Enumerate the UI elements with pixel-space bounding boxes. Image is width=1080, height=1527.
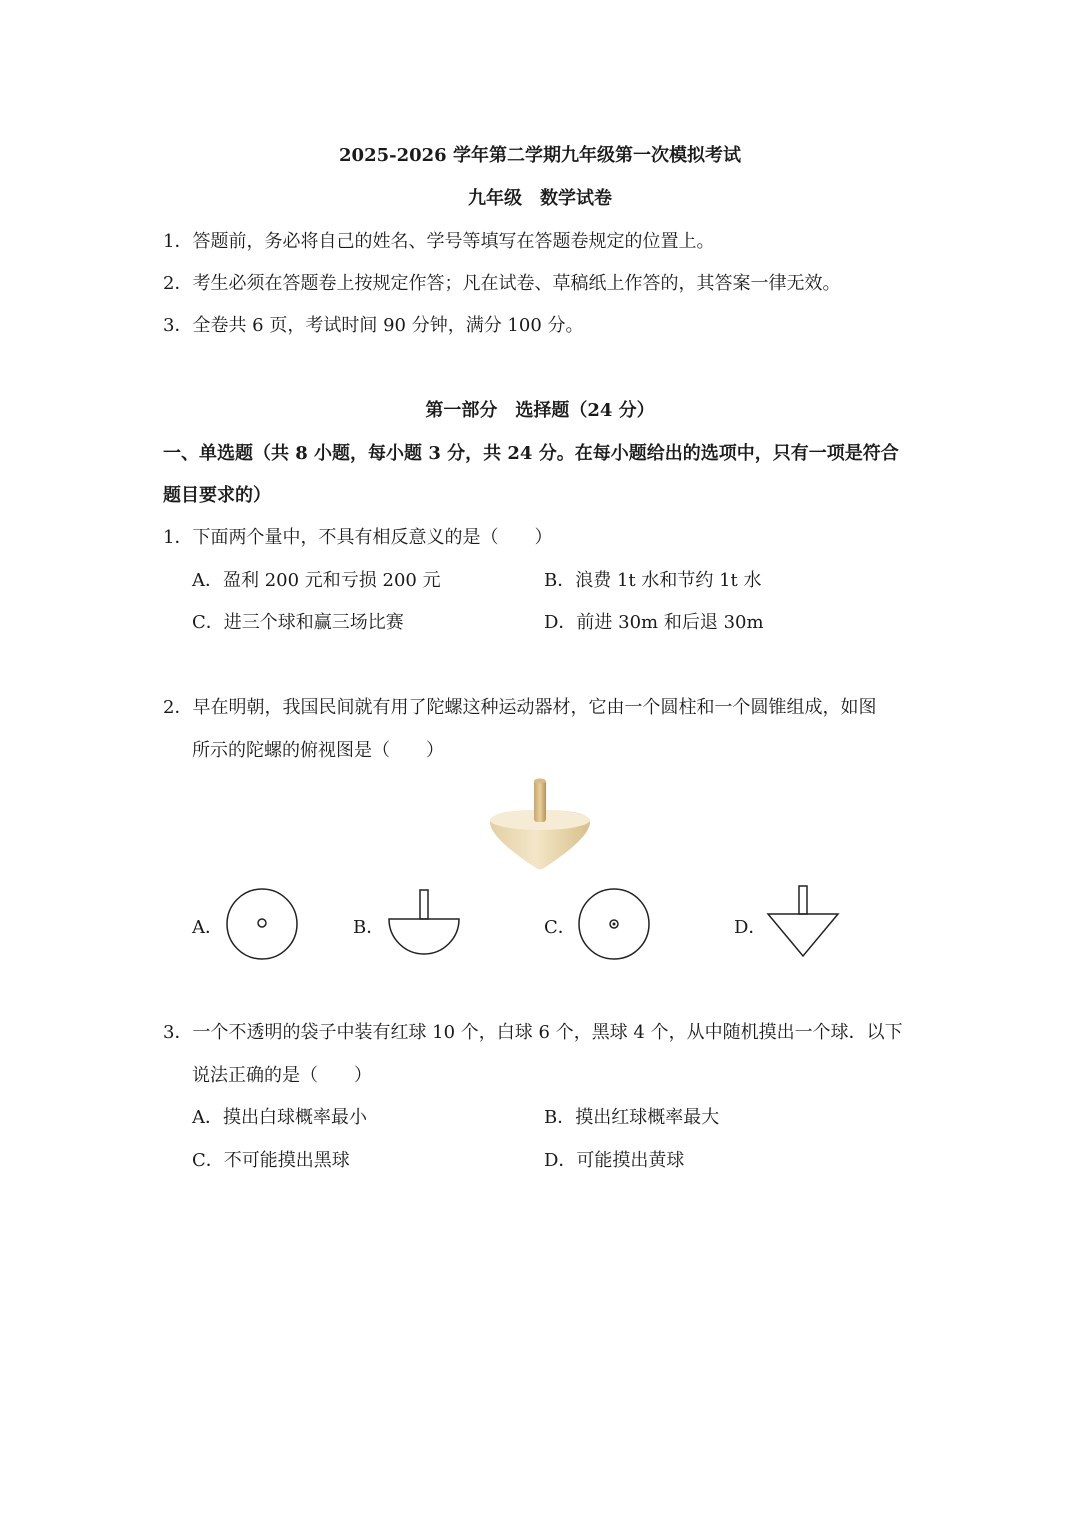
spinning-top-icon <box>486 776 594 872</box>
exam-subtitle: 九年级 数学试卷 <box>468 188 612 209</box>
q2-option-b-label[interactable]: B． <box>353 917 385 938</box>
q3-option-c[interactable]: C．不可能摸出黑球 <box>192 1150 350 1171</box>
q2-stem-line2: 所示的陀螺的俯视图是（ ） <box>192 740 444 761</box>
q1-option-b[interactable]: B．浪费 1t 水和节约 1t 水 <box>544 570 762 591</box>
q2-stem-line1: 2．早在明朝，我国民间就有用了陀螺这种运动器材，它由一个圆柱和一个圆锥组成，如图 <box>163 697 877 718</box>
q2-option-c-label[interactable]: C． <box>544 917 576 938</box>
instruction-1: 1．答题前，务必将自己的姓名、学号等填写在答题卷规定的位置上。 <box>163 231 715 252</box>
q1-option-a[interactable]: A．盈利 200 元和亏损 200 元 <box>192 570 441 591</box>
exam-title: 2025-2026 学年第二学期九年级第一次模拟考试 <box>339 145 741 166</box>
q2-option-a-label[interactable]: A． <box>192 917 223 938</box>
q3-option-d[interactable]: D．可能摸出黄球 <box>544 1150 685 1171</box>
instruction-3: 3．全卷共 6 页，考试时间 90 分钟，满分 100 分。 <box>163 315 584 336</box>
q1-option-d[interactable]: D．前进 30m 和后退 30m <box>544 612 764 633</box>
q3-option-a[interactable]: A．摸出白球概率最小 <box>192 1107 367 1128</box>
q3-stem-line1: 3．一个不透明的袋子中装有红球 10 个，白球 6 个，黑球 4 个，从中随机摸出一个球．以下 <box>163 1022 903 1043</box>
q1-stem: 1．下面两个量中，不具有相反意义的是（ ） <box>163 527 553 548</box>
q2-option-d-figure[interactable] <box>766 884 840 960</box>
q1-option-c[interactable]: C．进三个球和赢三场比赛 <box>192 612 404 633</box>
section-instruction-line2: 题目要求的） <box>163 485 271 506</box>
section-instruction-line1: 一、单选题（共 8 小题，每小题 3 分，共 24 分。在每小题给出的选项中，只有一项是符合 <box>163 443 899 464</box>
q2-option-a-figure[interactable] <box>225 888 299 960</box>
instruction-2: 2．考生必须在答题卷上按规定作答；凡在试卷、草稿纸上作答的，其答案一律无效。 <box>163 273 841 294</box>
q3-stem-line2: 说法正确的是（ ） <box>192 1065 372 1086</box>
q2-option-b-figure[interactable] <box>387 888 461 960</box>
part1-heading: 第一部分 选择题（24 分） <box>425 400 655 421</box>
q2-option-d-label[interactable]: D． <box>734 917 767 938</box>
q3-option-b[interactable]: B．摸出红球概率最大 <box>544 1107 720 1128</box>
q2-option-c-figure[interactable] <box>577 888 651 960</box>
